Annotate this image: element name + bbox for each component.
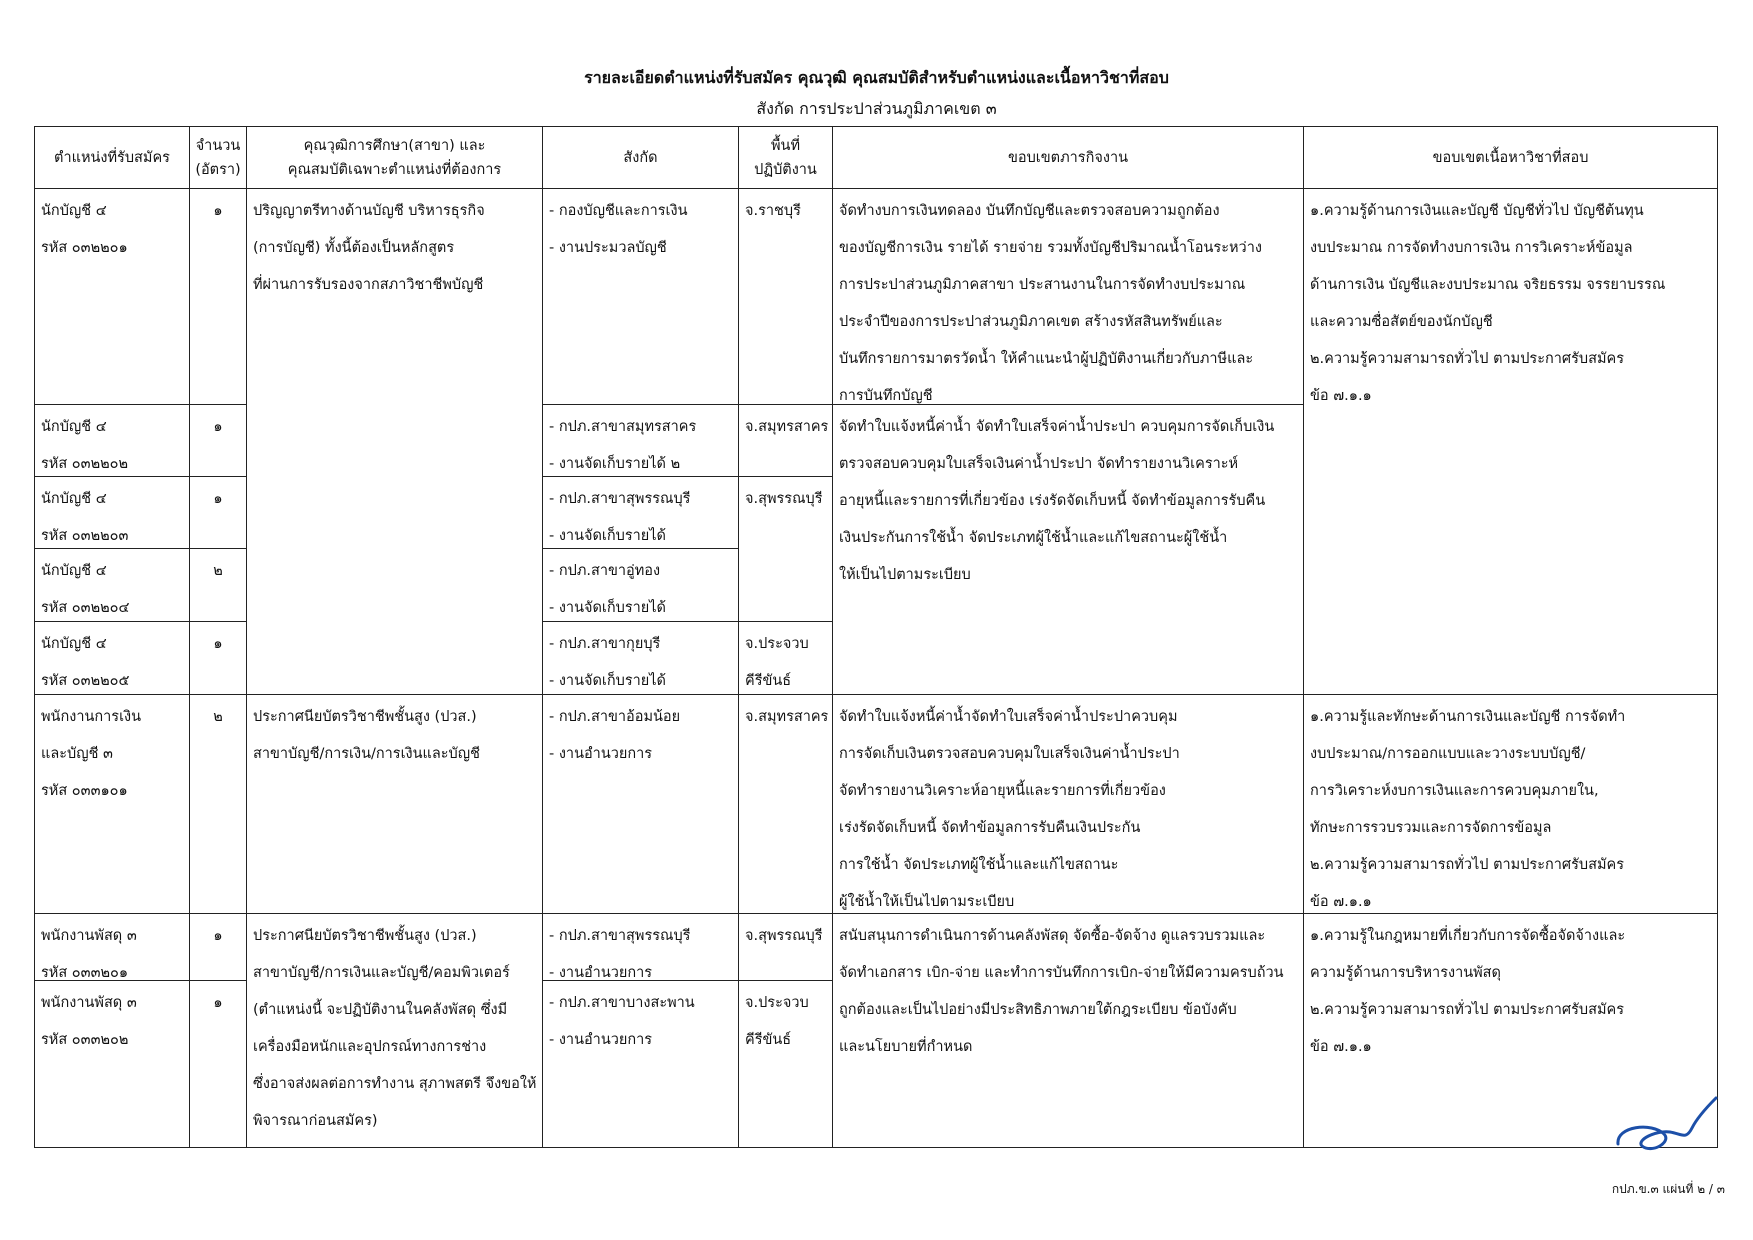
area-cell: จ.สุพรรณบุรี: [738, 476, 833, 622]
header-area: พื้นที่ ปฏิบัติงาน: [738, 126, 833, 189]
count-cell: ๒: [189, 694, 247, 914]
count-cell: ๑: [189, 476, 247, 549]
count-cell: ๑: [189, 913, 247, 981]
exam-cell: ๑.ความรู้ในกฎหมายที่เกี่ยวกับการจัดซื้อจัดจ้างและ ความรู้ด้านการบริหารงานพัสดุ ๒.ความรู้ความสามารถทั่วไป ตามประกาศรับสมัคร ข้อ ๗.๑.๑: [1303, 913, 1718, 1148]
header-qualification: คุณวุฒิการศึกษา(สาขา) และ คุณสมบัติเฉพาะตำแหน่งที่ต้องการ: [246, 126, 543, 189]
duties-cell: จัดทำใบแจ้งหนี้ค่าน้ำจัดทำใบเสร็จค่าน้ำประปาควบคุม การจัดเก็บเงินตรวจสอบควบคุมใบเสร็จเงินค่าน้ำประปา จัดทำรายงานวิเคราะห์อายุหนี้และรายการที่เกี่ยวข้อง เร่งรัดจัดเก็บหนี้ จัดทำข้อมูลการรับคืนเงินประกัน การใช้น้ำ จัดประเภทผู้ใช้น้ำและแก้ไขสถานะ ผู้ใช้น้ำให้เป็นไปตามระเบียบ: [832, 694, 1304, 914]
affiliation-cell: - กองบัญชีและการเงิน - งานประมวลบัญชี: [542, 188, 739, 405]
count-cell: ๑: [189, 404, 247, 477]
positions-table: [34, 126, 1718, 1148]
count-cell: ๑: [189, 188, 247, 405]
position-cell: นักบัญชี ๔ รหัส ๐๓๒๒๐๓: [34, 476, 190, 549]
header-duties: ขอบเขตภารกิจงาน: [832, 126, 1304, 189]
position-cell: นักบัญชี ๔ รหัส ๐๓๒๒๐๔: [34, 548, 190, 622]
area-cell: จ.ประจวบ คีรีขันธ์: [738, 980, 833, 1148]
count-cell: ๑: [189, 980, 247, 1148]
document-title: รายละเอียดตำแหน่งที่รับสมัคร คุณวุฒิ คุณสมบัติสำหรับตำแหน่งและเนื้อหาวิชาที่สอบ: [584, 68, 1169, 87]
area-cell: จ.ราชบุรี: [738, 188, 833, 405]
area-cell: จ.สมุทรสาคร: [738, 404, 833, 477]
duties-cell: สนับสนุนการดำเนินการด้านคลังพัสดุ จัดซื้อ-จัดจ้าง ดูแลรวบรวมและ จัดทำเอกสาร เบิก-จ่าย และทำการบันทึกการเบิก-จ่ายให้มีความครบถ้วน ถูกต้องและเป็นไปอย่างมีประสิทธิภาพภายใต้กฎระเบียบ ข้อบังคับ และนโยบายที่กำหนด: [832, 913, 1304, 1148]
header-affiliation: สังกัด: [542, 126, 739, 189]
affiliation-cell: - กปภ.สาขาสุพรรณบุรี - งานจัดเก็บรายได้: [542, 476, 739, 549]
position-cell: นักบัญชี ๔ รหัส ๐๓๒๒๐๑: [34, 188, 190, 405]
affiliation-cell: - กปภ.สาขาบางสะพาน - งานอำนวยการ: [542, 980, 739, 1148]
affiliation-cell: - กปภ.สาขาสุพรรณบุรี - งานอำนวยการ: [542, 913, 739, 981]
area-cell: จ.ประจวบ คีรีขันธ์: [738, 621, 833, 695]
position-cell: พนักงานการเงิน และบัญชี ๓ รหัส ๐๓๓๑๐๑: [34, 694, 190, 914]
position-cell: นักบัญชี ๔ รหัส ๐๓๒๒๐๒: [34, 404, 190, 477]
area-cell: จ.สมุทรสาคร: [738, 694, 833, 914]
count-cell: ๒: [189, 548, 247, 622]
document-subtitle: สังกัด การประปาส่วนภูมิภาคเขต ๓: [756, 99, 997, 118]
area-cell: จ.สุพรรณบุรี: [738, 913, 833, 981]
exam-cell: ๑.ความรู้ด้านการเงินและบัญชี บัญชีทั่วไป บัญชีต้นทุน งบประมาณ การจัดทำงบการเงิน การวิเคราะห์ข้อมูล ด้านการเงิน บัญชีและงบประมาณ จริยธรรม จรรยาบรรณ และความซื่อสัตย์ของนักบัญชี ๒.ความรู้ความสามารถทั่วไป ตามประกาศรับสมัคร ข้อ ๗.๑.๑: [1303, 188, 1718, 695]
affiliation-cell: - กปภ.สาขากุยบุรี - งานจัดเก็บรายได้: [542, 621, 739, 695]
header-exam: ขอบเขตเนื้อหาวิชาที่สอบ: [1303, 126, 1718, 189]
affiliation-cell: - กปภ.สาขาสมุทรสาคร - งานจัดเก็บรายได้ ๒: [542, 404, 739, 477]
position-cell: พนักงานพัสดุ ๓ รหัส ๐๓๓๒๐๑: [34, 913, 190, 981]
position-cell: พนักงานพัสดุ ๓ รหัส ๐๓๓๒๐๒: [34, 980, 190, 1148]
duties-cell: จัดทำงบการเงินทดลอง บันทึกบัญชีและตรวจสอบความถูกต้อง ของบัญชีการเงิน รายได้ รายจ่าย รวมทั้งบัญชีปริมาณน้ำโอนระหว่าง การประปาส่วนภูมิภาคสาขา ประสานงานในการจัดทำงบประมาณ ประจำปีของการประปาส่วนภูมิภาคเขต สร้างรหัสสินทรัพย์และ บันทึกรายการมาตรวัดน้ำ ให้คำแนะนำผู้ปฏิบัติงานเกี่ยวกับภาษีและ การบันทึกบัญชี: [832, 188, 1304, 405]
position-cell: นักบัญชี ๔ รหัส ๐๓๒๒๐๕: [34, 621, 190, 695]
count-cell: ๑: [189, 621, 247, 695]
header-position: ตำแหน่งที่รับสมัคร: [34, 126, 190, 189]
qualification-cell: ประกาศนียบัตรวิชาชีพชั้นสูง (ปวส.) สาขาบัญชี/การเงินและบัญชี/คอมพิวเตอร์ (ตำแหน่งนี้ จะปฏิบัติงานในคลังพัสดุ ซึ่งมี เครื่องมือหนักและอุปกรณ์ทางการช่าง ซึ่งอาจส่งผลต่อการทำงาน สุภาพสตรี จึงขอให้ พิจารณาก่อนสมัคร): [246, 913, 543, 1148]
affiliation-cell: - กปภ.สาขาอู่ทอง - งานจัดเก็บรายได้: [542, 548, 739, 622]
qualification-cell: ประกาศนียบัตรวิชาชีพชั้นสูง (ปวส.) สาขาบัญชี/การเงิน/การเงินและบัญชี: [246, 694, 543, 914]
duties-cell: จัดทำใบแจ้งหนี้ค่าน้ำ จัดทำใบเสร็จค่าน้ำประปา ควบคุมการจัดเก็บเงิน ตรวจสอบควบคุมใบเสร็จเงินค่าน้ำประปา จัดทำรายงานวิเคราะห์ อายุหนี้และรายการที่เกี่ยวข้อง เร่งรัดจัดเก็บหนี้ จัดทำข้อมูลการรับคืน เงินประกันการใช้น้ำ จัดประเภทผู้ใช้น้ำและแก้ไขสถานะผู้ใช้น้ำ ให้เป็นไปตามระเบียบ: [832, 404, 1304, 695]
header-count: จำนวน (อัตรา): [189, 126, 247, 189]
page-footer: กปภ.ข.๓ แผ่นที่ ๒ / ๓: [1611, 1182, 1725, 1196]
exam-cell: ๑.ความรู้และทักษะด้านการเงินและบัญชี การจัดทำ งบประมาณ/การออกแบบและวางระบบบัญชี/ การวิเคราะห์งบการเงินและการควบคุมภายใน, ทักษะการรวบรวมและการจัดการข้อมูล ๒.ความรู้ความสามารถทั่วไป ตามประกาศรับสมัคร ข้อ ๗.๑.๑: [1303, 694, 1718, 914]
qualification-cell: ปริญญาตรีทางด้านบัญชี บริหารธุรกิจ (การบัญชี) ทั้งนี้ต้องเป็นหลักสูตร ที่ผ่านการรับรองจากสภาวิชาชีพบัญชี: [246, 188, 543, 695]
affiliation-cell: - กปภ.สาขาอ้อมน้อย - งานอำนวยการ: [542, 694, 739, 914]
signature-mark-icon: [1612, 1082, 1732, 1162]
